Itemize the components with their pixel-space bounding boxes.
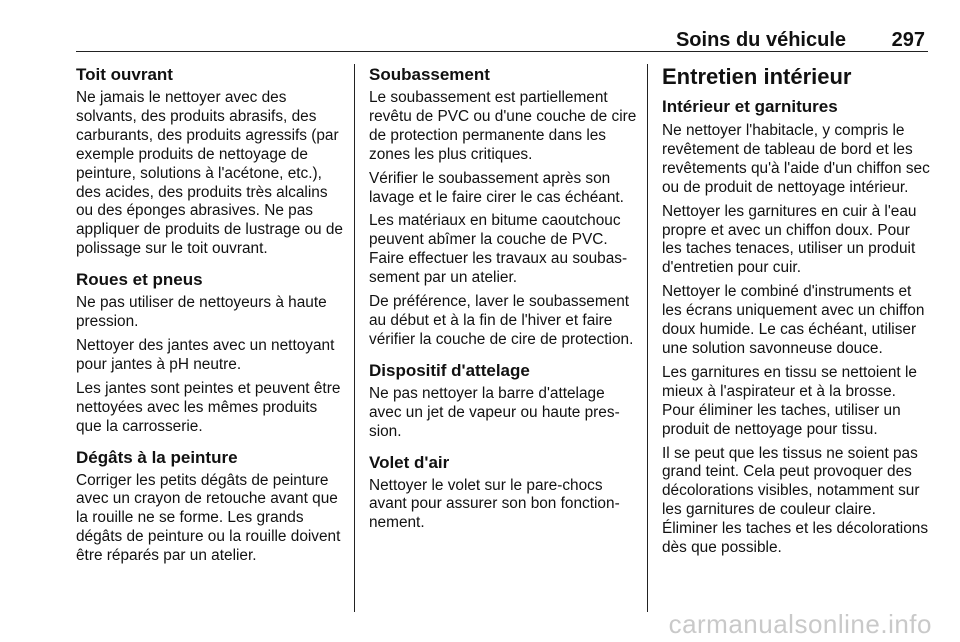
heading-volet-air: Volet d'air <box>369 452 450 472</box>
column-divider <box>354 64 355 612</box>
column-3 <box>662 64 930 563</box>
column-1 <box>76 64 344 571</box>
paragraph: Ne pas utiliser de nettoyeurs à haute pression. <box>76 294 327 331</box>
paragraph: Corriger les petits dégâts de peinture avec un crayon de retouche avant que la rouille ne se forme. Les grands dégâts de peinture ou la rouille doivent être réparés par un atelier. <box>76 471 341 565</box>
paragraph: Le soubassement est partiellement revêtu de PVC ou d'une couche de cire de protection permanente dans les zones les plus critiques. <box>369 89 637 163</box>
column-2 <box>369 64 637 538</box>
heading-roues-pneus: Roues et pneus <box>76 270 203 290</box>
paragraph: Nettoyer les garnitures en cuir à l'eau propre et avec un chiffon doux. Pour les taches tenaces, utiliser un produit d'entretien pour cuir. <box>662 202 917 277</box>
paragraph: Il se peut que les tissus ne soient pas grand teint. Cela peut provoquer des décolorations visibles, notamment sur les garnitures de couleur claire. Éliminer les taches et les décolorations dès que possible. <box>662 444 929 557</box>
paragraph: Ne nettoyer l'habitacle, y compris le revêtement de tableau de bord et les revêtements qu'à l'aide d'un chiffon sec ou de produit de nettoyage intérieur. <box>662 122 930 196</box>
heading-interieur-garnitures: Intérieur et garnitures <box>662 97 838 116</box>
paragraph: Nettoyer le volet sur le pare-chocs avant pour assurer son bon fonctionnement. <box>369 476 620 532</box>
paragraph: Les garnitures en tissu se nettoient le mieux à l'aspirateur et à la brosse. Pour éliminer les taches, utiliser un produit de nettoyage pour tissu. <box>662 363 917 438</box>
paragraph: Ne pas nettoyer la barre d'attelage avec un jet de vapeur ou haute pression. <box>369 384 620 440</box>
paragraph: Nettoyer des jantes avec un nettoyant pour jantes à pH neutre. <box>76 336 335 373</box>
heading-degats-peinture: Dégâts à la peinture <box>76 447 238 467</box>
paragraph: De préférence, laver le soubassement au début et à la fin de l'hiver et faire vérifier la couche de cire de protection. <box>369 293 634 348</box>
column-divider <box>647 64 648 612</box>
heading-dispositif-attelage: Dispositif d'attelage <box>369 360 530 380</box>
paragraph: Vérifier le soubassement après son lavage et le faire cirer le cas échéant. <box>369 169 624 206</box>
paragraph: Ne jamais le nettoyer avec des solvants, des produits abrasifs, des carburants, des produits agressifs (par exemple produits de nettoyage de peinture, solutions à l'acétone, etc.), des acides, des produits très alcalins ou des éponges abrasives. Ne pas appliquer de produits de lustrage ou de polissage sur le toit ouvrant. <box>76 89 343 258</box>
heading-toit-ouvrant: Toit ouvrant <box>76 65 173 84</box>
page-header <box>76 27 928 52</box>
heading-entretien-interieur: Entretien intérieur <box>662 64 852 89</box>
paragraph: Les matériaux en bitume caoutchouc peuvent abîmer la couche de PVC. Faire effectuer les travaux au soubassement par un atelier. <box>369 212 628 287</box>
paragraph: Nettoyer le combiné d'instruments et les écrans uniquement avec un chiffon doux humide. Le cas échéant, utiliser une solution savonneuse douce. <box>662 283 925 357</box>
paragraph: Les jantes sont peintes et peuvent être nettoyées avec les mêmes produits que la carrosserie. <box>76 379 341 435</box>
watermark: carmanualsonline.info <box>668 609 932 639</box>
section-title: Soins du véhicule <box>675 29 846 51</box>
heading-soubassement: Soubassement <box>369 65 490 84</box>
page-number: 297 <box>891 29 925 51</box>
